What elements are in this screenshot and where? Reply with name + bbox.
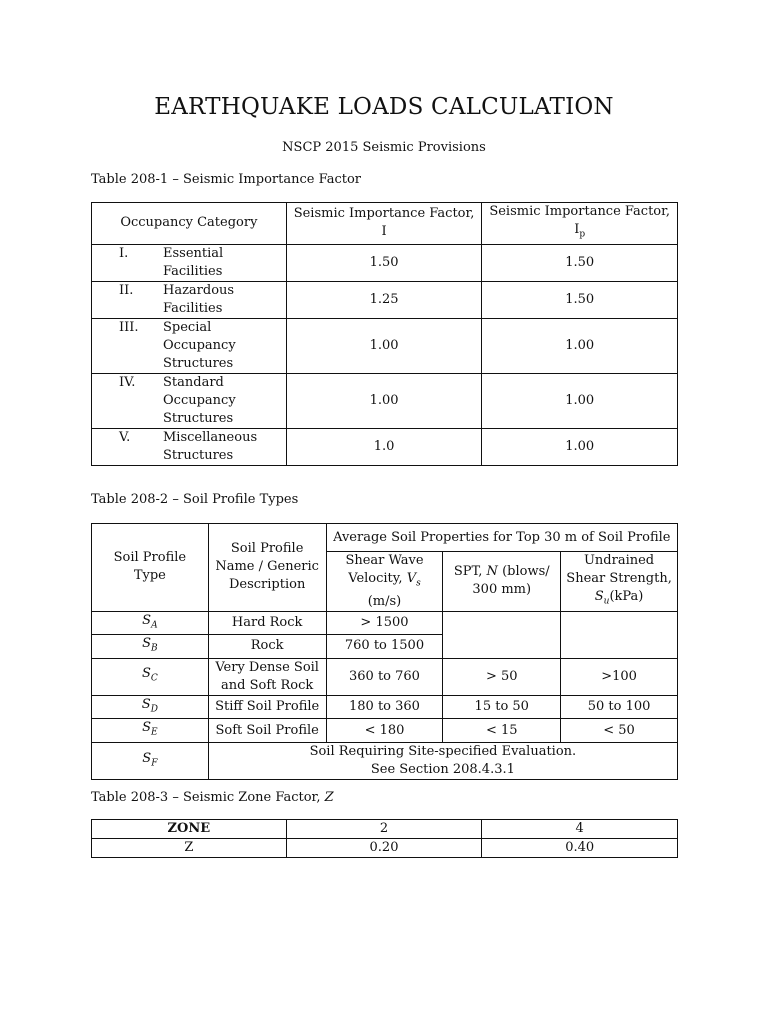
header-average-soil-properties: Average Soil Properties for Top 30 m of Soil Profile — [326, 524, 677, 552]
soil-type-cell: $S_F$ — [92, 742, 209, 779]
table-row — [92, 719, 678, 743]
importance-i-cell: 1.00 — [286, 373, 482, 428]
z-value-cell: 0.40 — [482, 839, 678, 858]
importance-ip-cell: 1.50 — [482, 244, 678, 281]
occupancy-cell: I. Essential Facilities — [92, 244, 287, 281]
importance-i-cell: 1.25 — [286, 281, 482, 318]
shear-velocity-cell: < 180 — [326, 719, 443, 743]
importance-i-cell: 1.0 — [286, 428, 482, 465]
soil-type-cell: $S_D$ — [92, 695, 209, 719]
shear-velocity-cell: 360 to 760 — [326, 658, 443, 695]
table1-caption: Table 208-1 – Seismic Importance Factor — [91, 172, 361, 187]
soil-type-cell: $S_B$ — [92, 635, 209, 659]
soil-type-cell: $S_C$ — [92, 658, 209, 695]
spt-cell: > 50 — [443, 658, 561, 695]
zone-label-cell: ZONE — [92, 820, 287, 839]
table-row — [92, 820, 678, 839]
importance-i-cell: 1.00 — [286, 318, 482, 373]
table-row — [92, 281, 678, 318]
shear-strength-cell: >100 — [561, 658, 678, 695]
importance-ip-cell: 1.00 — [482, 373, 678, 428]
table-header-row — [92, 203, 678, 245]
occupancy-cell: III. Special Occupancy Structures — [92, 318, 287, 373]
zone-factor-table — [91, 819, 678, 858]
table-row — [92, 611, 678, 635]
header-importance-factor-i: Seismic Importance Factor, I — [286, 203, 482, 245]
soil-type-cell: $S_A$ — [92, 611, 209, 635]
table-header-row — [92, 524, 678, 552]
spt-cell: 15 to 50 — [443, 695, 561, 719]
importance-i-cell: 1.50 — [286, 244, 482, 281]
soil-name-cell: Very Dense Soil and Soft Rock — [208, 658, 326, 695]
shear-strength-cell: 50 to 100 — [561, 695, 678, 719]
importance-ip-cell: 1.00 — [482, 428, 678, 465]
table-row — [92, 742, 678, 779]
occupancy-cell: IV. Standard Occupancy Structures — [92, 373, 287, 428]
table3-caption: Table 208-3 – Seismic Zone Factor, Z — [91, 790, 334, 805]
header-occupancy-category: Occupancy Category — [92, 203, 287, 245]
table-row — [92, 244, 678, 281]
empty-spt-cell — [443, 611, 561, 658]
header-importance-factor-ip: Seismic Importance Factor, $I_p$ — [482, 203, 678, 245]
occupancy-cell: II. Hazardous Facilities — [92, 281, 287, 318]
site-specific-evaluation-cell: Soil Requiring Site-specified Evaluation. See Section 208.4.3.1 — [208, 742, 677, 779]
spt-cell: < 15 — [443, 719, 561, 743]
soil-name-cell: Soft Soil Profile — [208, 719, 326, 743]
empty-su-cell — [561, 611, 678, 658]
soil-name-cell: Rock — [208, 635, 326, 659]
z-label-cell: Z — [92, 839, 287, 858]
soil-type-cell: $S_E$ — [92, 719, 209, 743]
shear-velocity-cell: > 1500 — [326, 611, 443, 635]
table-row — [92, 658, 678, 695]
table2-caption: Table 208-2 – Soil Profile Types — [91, 492, 299, 507]
header-soil-profile-type: Soil Profile Type — [92, 524, 209, 612]
occupancy-cell: V. Miscellaneous Structures — [92, 428, 287, 465]
table-row — [92, 318, 678, 373]
table-row — [92, 839, 678, 858]
header-spt: SPT, N (blows/ 300 mm) — [443, 552, 561, 612]
importance-ip-cell: 1.50 — [482, 281, 678, 318]
shear-strength-cell: < 50 — [561, 719, 678, 743]
soil-profile-table — [91, 523, 678, 780]
page-subtitle: NSCP 2015 Seismic Provisions — [282, 140, 486, 155]
zone-value-cell: 2 — [286, 820, 482, 839]
soil-name-cell: Hard Rock — [208, 611, 326, 635]
header-soil-profile-name: Soil Profile Name / Generic Description — [208, 524, 326, 612]
table-row — [92, 428, 678, 465]
shear-velocity-cell: 180 to 360 — [326, 695, 443, 719]
table-row — [92, 373, 678, 428]
table-row — [92, 695, 678, 719]
shear-velocity-cell: 760 to 1500 — [326, 635, 443, 659]
page-title: EARTHQUAKE LOADS CALCULATION — [154, 94, 614, 120]
header-undrained-shear-strength: Undrained Shear Strength, $S_u(kPa)$ — [561, 552, 678, 612]
z-value-cell: 0.20 — [286, 839, 482, 858]
header-shear-wave-velocity: Shear Wave Velocity, $V_s$ (m/s) — [326, 552, 443, 612]
importance-ip-cell: 1.00 — [482, 318, 678, 373]
zone-value-cell: 4 — [482, 820, 678, 839]
soil-name-cell: Stiff Soil Profile — [208, 695, 326, 719]
importance-factor-table — [91, 202, 678, 466]
